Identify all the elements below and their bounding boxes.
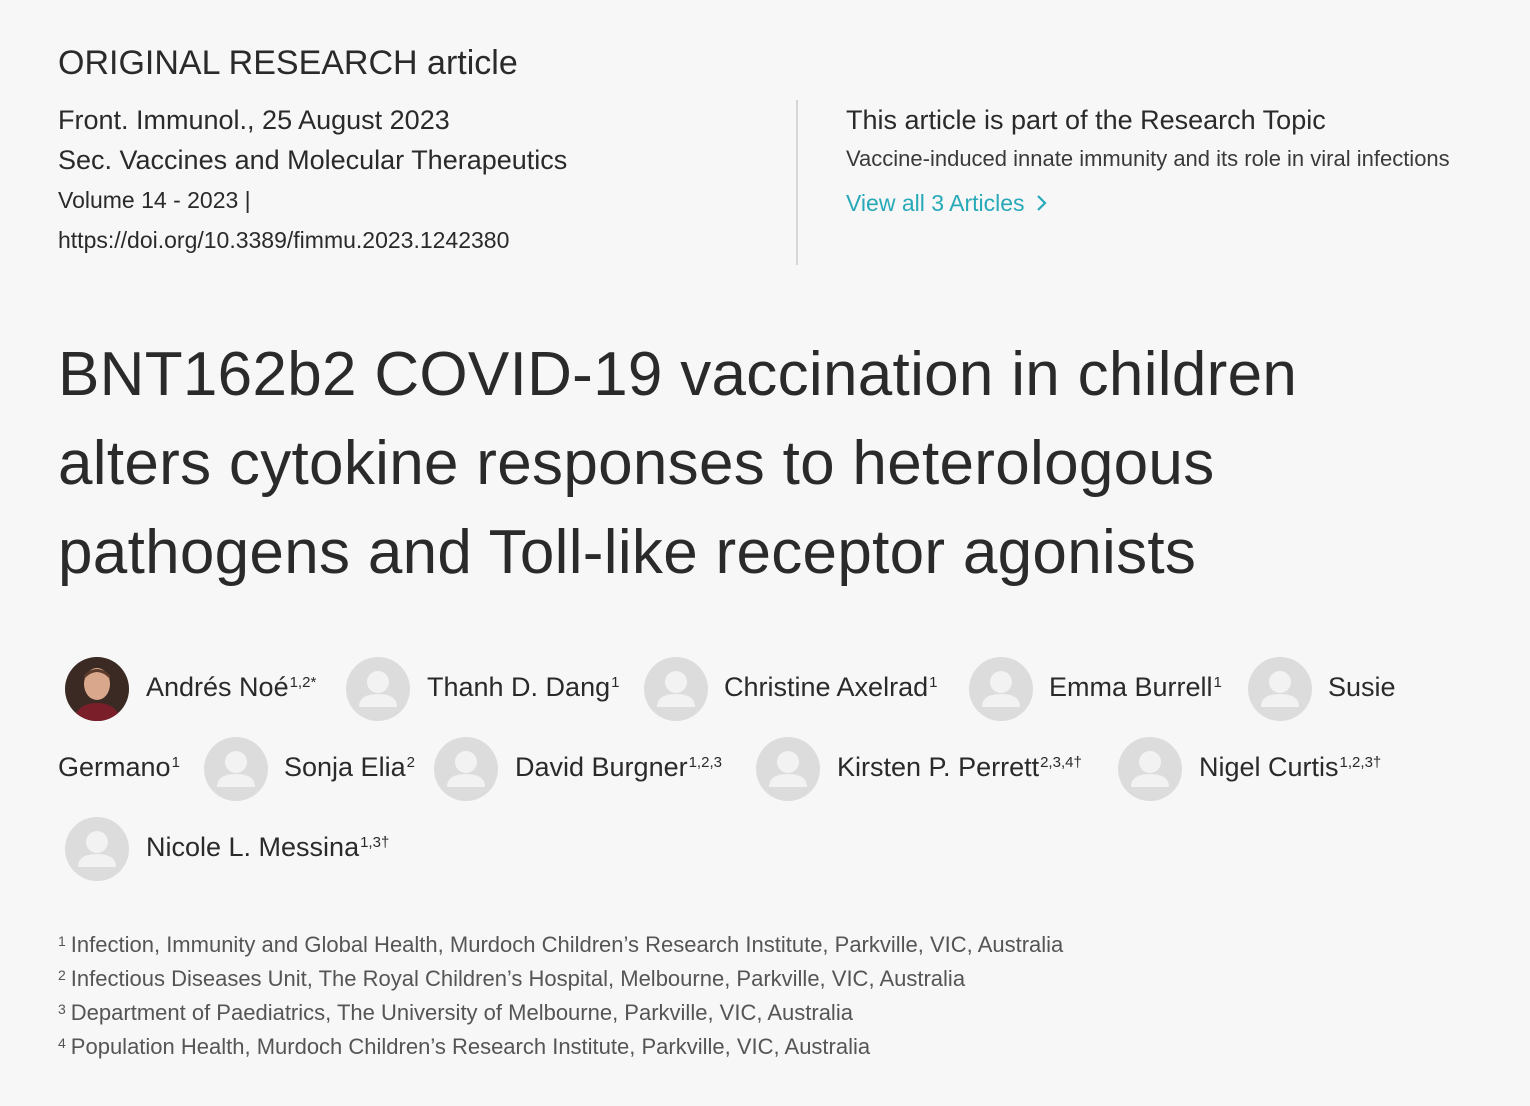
user-placeholder-icon: [756, 737, 820, 801]
user-placeholder-icon: [346, 657, 410, 721]
author-name-last[interactable]: Germano$^1$: [58, 752, 180, 782]
author-name[interactable]: Emma Burrell$^1$: [1049, 672, 1222, 702]
affiliation-item: $^4$ Population Health, Murdoch Children’s Research Institute, Parkville, VIC, Australia: [58, 1034, 871, 1059]
user-placeholder-icon: [969, 657, 1033, 721]
author-avatar[interactable]: [756, 737, 820, 801]
affiliation-item: $^3$ Department of Paediatrics, The University of Melbourne, Parkville, VIC, Australia: [58, 1000, 853, 1025]
research-topic: [846, 100, 1476, 220]
view-all-articles-link[interactable]: [846, 186, 1049, 220]
author-name[interactable]: Nicole L. Messina$^{1,3\dagger}$: [146, 832, 390, 862]
user-placeholder-icon: [1118, 737, 1182, 801]
view-all-label: View all 3 Articles: [846, 190, 1025, 216]
author-name[interactable]: Thanh D. Dang$^1$: [427, 672, 620, 702]
author-avatar[interactable]: [1118, 737, 1182, 801]
research-topic-heading: This article is part of the Research Topic: [846, 105, 1326, 135]
author-avatar-photo[interactable]: [65, 657, 129, 721]
author-avatar[interactable]: [65, 817, 129, 881]
user-placeholder-icon: [644, 657, 708, 721]
chevron-right-icon: [1035, 193, 1049, 213]
affiliation-item: $^1$ Infection, Immunity and Global Health, Murdoch Children’s Research Institute, Parkville, VIC, Australia: [58, 932, 1064, 957]
journal-section[interactable]: Sec. Vaccines and Molecular Therapeutics: [58, 145, 568, 175]
user-placeholder-icon: [434, 737, 498, 801]
user-placeholder-icon: [1248, 657, 1312, 721]
author-avatar[interactable]: [434, 737, 498, 801]
person-photo-icon: [65, 657, 129, 721]
volume: Volume 14 - 2023 |: [58, 187, 251, 213]
doi-link[interactable]: https://doi.org/10.3389/fimmu.2023.1242380: [58, 227, 510, 253]
author-avatar[interactable]: [644, 657, 708, 721]
research-topic-name[interactable]: Vaccine-induced innate immunity and its role in viral infections: [846, 146, 1450, 171]
author-avatar[interactable]: [204, 737, 268, 801]
author-avatar[interactable]: [1248, 657, 1312, 721]
user-placeholder-icon: [204, 737, 268, 801]
author-name[interactable]: Christine Axelrad$^1$: [724, 672, 938, 702]
article-title: BNT162b2 COVID-19 vaccination in children alters cytokine responses to heterologous pathogens and Toll-like receptor agonists: [58, 340, 1298, 587]
author-name[interactable]: Sonja Elia$^2$: [284, 752, 415, 782]
affiliation-item: $^2$ Infectious Diseases Unit, The Royal Children’s Hospital, Melbourne, Parkville, VIC, Australia: [58, 966, 966, 991]
author-name[interactable]: Andrés Noé$^{1,2*}$: [146, 672, 317, 702]
author-name-first[interactable]: Susie: [1328, 672, 1396, 702]
journal-date: Front. Immunol., 25 August 2023: [58, 105, 450, 135]
divider: [796, 100, 798, 265]
article-type: ORIGINAL RESEARCH article: [58, 44, 518, 82]
affiliation-list: [58, 928, 1358, 1064]
article-meta: [58, 100, 788, 260]
user-placeholder-icon: [65, 817, 129, 881]
author-avatar[interactable]: [969, 657, 1033, 721]
author-avatar[interactable]: [346, 657, 410, 721]
author-name[interactable]: David Burgner$^{1,2,3}$: [515, 752, 722, 782]
author-name[interactable]: Nigel Curtis$^{1,2,3\dagger}$: [1199, 752, 1382, 782]
author-name[interactable]: Kirsten P. Perrett$^{2,3,4\dagger}$: [837, 752, 1082, 782]
